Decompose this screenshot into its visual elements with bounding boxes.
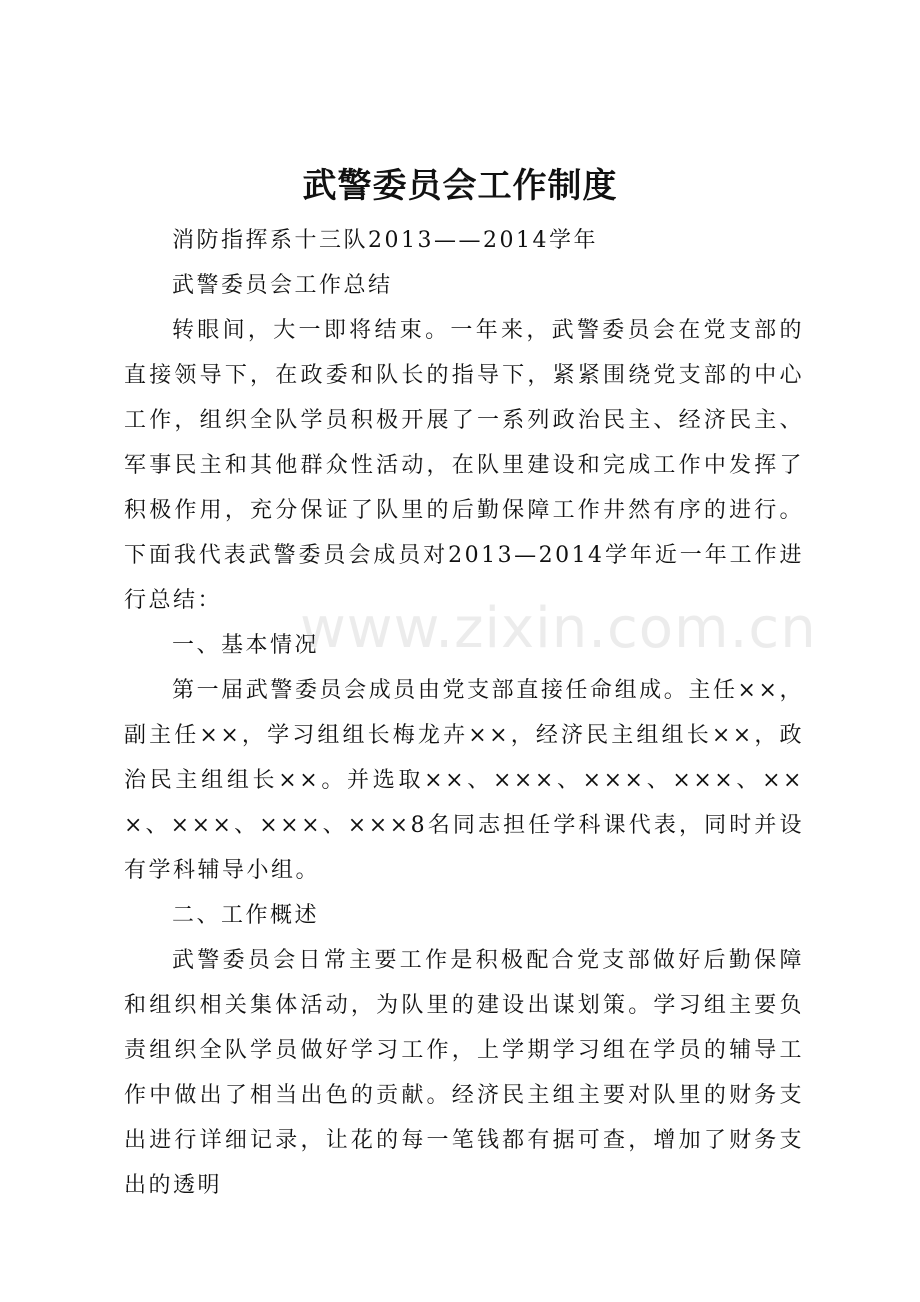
section-heading-basic: 一、基本情况 bbox=[172, 633, 320, 658]
document-body bbox=[124, 218, 804, 1208]
paragraph-members: 第一届武警委员会成员由党支部直接任命组成。主任××，副主任××，学习组组长梅龙卉××，经济民主组组长××，政治民主组组长××。并选取××、×××、×××、×××、×××、×××、×××、×××8名同志担任学科课代表，同时并设有学科辅导小组。 bbox=[124, 678, 804, 883]
watermark: www.zixin.com.cn bbox=[300, 596, 817, 661]
section-heading-overview: 二、工作概述 bbox=[172, 903, 320, 928]
document-title: 武警委员会工作制度 bbox=[302, 166, 618, 206]
paragraph-department: 消防指挥系十三队2013——2014学年 bbox=[172, 228, 598, 253]
paragraph-subtitle: 武警委员会工作总结 bbox=[172, 273, 393, 298]
paragraph-work: 武警委员会日常主要工作是积极配合党支部做好后勤保障和组织相关集体活动，为队里的建设出谋划策。学习组主要负责组织全队学员做好学习工作，上学期学习组在学员的辅导工作中做出了相当出色的贡献。经济民主组主要对队里的财务支出进行详细记录，让花的每一笔钱都有据可查，增加了财务支出的透明 bbox=[124, 948, 804, 1198]
paragraph-intro: 转眼间，大一即将结束。一年来，武警委员会在党支部的直接领导下，在政委和队长的指导下，紧紧围绕党支部的中心工作，组织全队学员积极开展了一系列政治民主、经济民主、军事民主和其他群众性活动，在队里建设和完成工作中发挥了积极作用，充分保证了队里的后勤保障工作井然有序的进行。下面我代表武警委员会成员对2013—2014学年近一年工作进行总结： bbox=[124, 318, 804, 613]
